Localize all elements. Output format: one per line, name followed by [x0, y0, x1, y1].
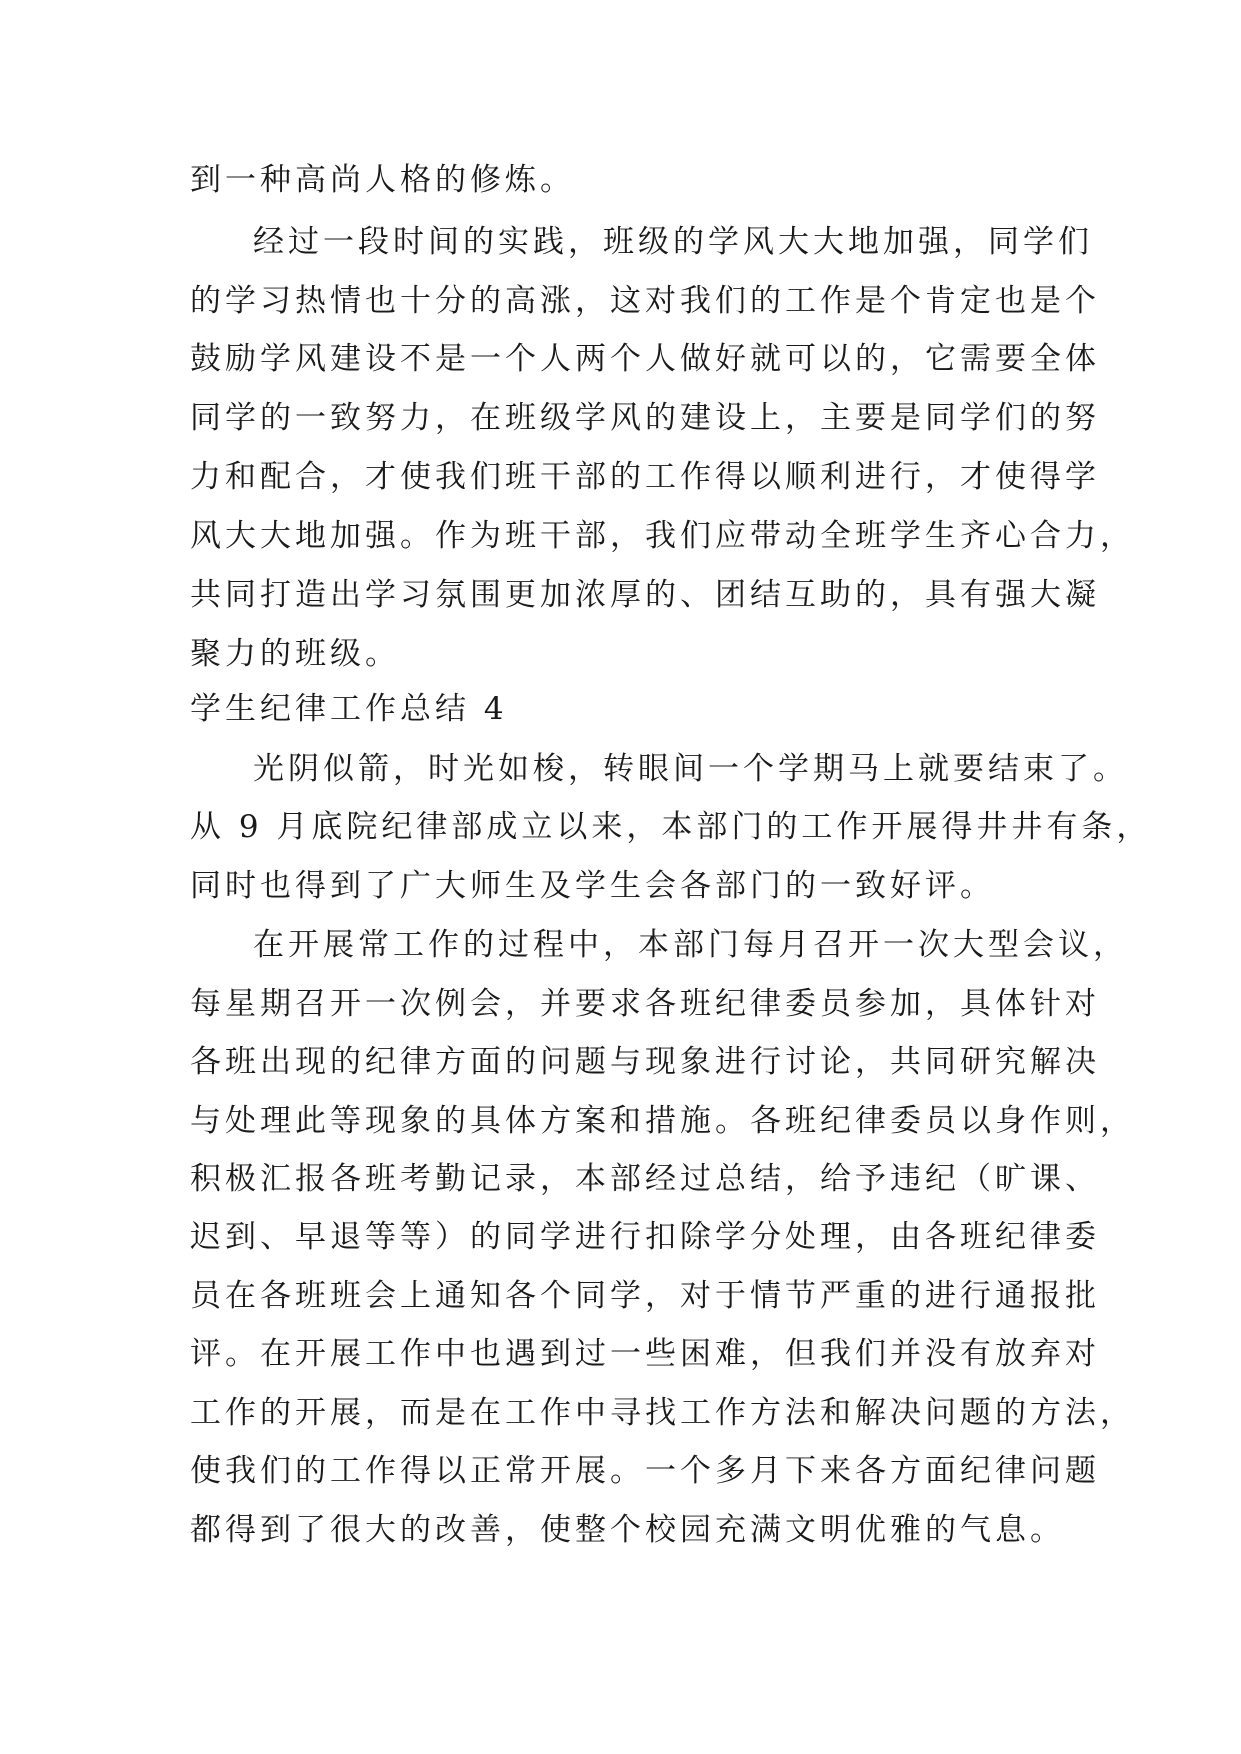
- text-line: 迟到、早退等等）的同学进行扣除学分处理，由各班纪律委: [190, 1219, 1100, 1255]
- text-line: 到一种高尚人格的修炼。: [190, 162, 575, 198]
- text-line: 光阴似箭，时光如梭，转眼间一个学期马上就要结束了。: [253, 751, 1128, 787]
- text-line: 风大大地加强。作为班干部，我们应带动全班学生齐心合力，: [190, 518, 1135, 554]
- text-line: 鼓励学风建设不是一个人两个人做好就可以的，它需要全体: [190, 341, 1100, 377]
- text-line: 共同打造出学习氛围更加浓厚的、团结互助的，具有强大凝: [190, 577, 1100, 613]
- text-line: 同学的一致努力，在班级学风的建设上，主要是同学们的努: [190, 400, 1100, 436]
- section-heading: 学生纪律工作总结 4: [190, 691, 508, 727]
- text-line: 从 9 月底院纪律部成立以来，本部门的工作开展得井井有条，: [190, 809, 1152, 845]
- text-line: 聚力的班级。: [190, 636, 400, 672]
- text-line: 同时也得到了广大师生及学生会各部门的一致好评。: [190, 868, 995, 904]
- text-line: 各班出现的纪律方面的问题与现象进行讨论，共同研究解决: [190, 1044, 1100, 1080]
- text-line: 力和配合，才使我们班干部的工作得以顺利进行，才使得学: [190, 459, 1100, 495]
- text-line: 的学习热情也十分的高涨，这对我们的工作是个肯定也是个: [190, 283, 1100, 319]
- text-line: 每星期召开一次例会，并要求各班纪律委员参加，具体针对: [190, 986, 1100, 1022]
- text-line: 使我们的工作得以正常开展。一个多月下来各方面纪律问题: [190, 1453, 1100, 1489]
- text-line: 评。在开展工作中也遇到过一些困难，但我们并没有放弃对: [190, 1336, 1100, 1372]
- text-line: 工作的开展，而是在工作中寻找工作方法和解决问题的方法，: [190, 1395, 1135, 1431]
- text-line: 经过一段时间的实践，班级的学风大大地加强，同学们: [253, 224, 1093, 260]
- text-line: 积极汇报各班考勤记录，本部经过总结，给予违纪（旷课、: [190, 1161, 1100, 1197]
- text-line: 与处理此等现象的具体方案和措施。各班纪律委员以身作则，: [190, 1103, 1135, 1139]
- text-line: 员在各班班会上通知各个同学，对于情节严重的进行通报批: [190, 1278, 1100, 1314]
- text-line: 在开展常工作的过程中，本部门每月召开一次大型会议，: [253, 927, 1128, 963]
- text-line: 都得到了很大的改善，使整个校园充满文明优雅的气息。: [190, 1512, 1065, 1548]
